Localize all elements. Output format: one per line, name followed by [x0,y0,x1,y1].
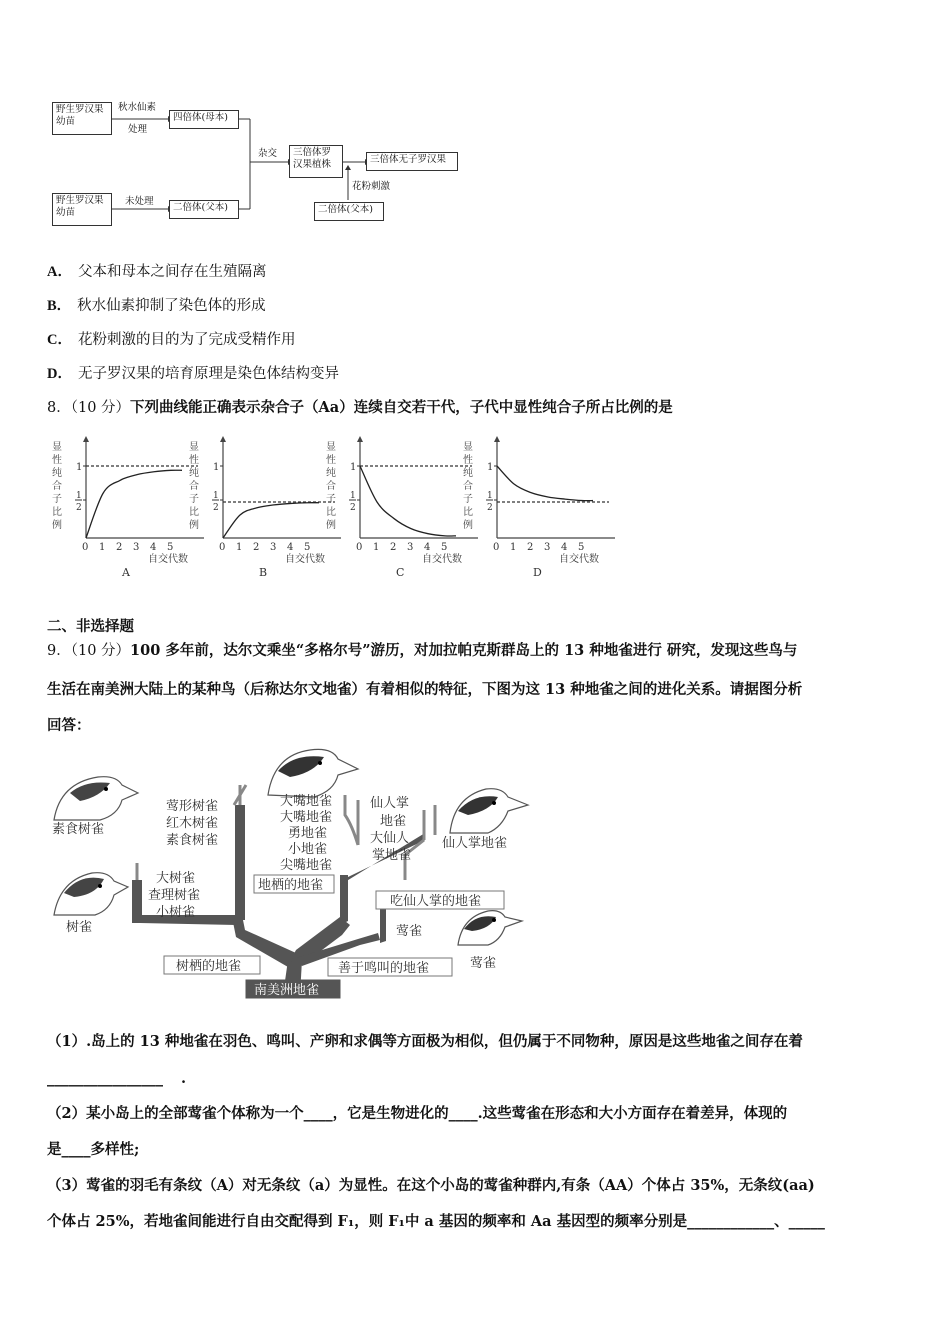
y-axis-label-char: 性 [463,455,473,466]
option-c [47,330,295,350]
y-tick-label: 2 [76,503,82,513]
untreated-label: 未处理 [125,196,154,207]
y-axis-label-char: 合 [463,481,473,492]
x-tick-label: 0 [219,542,226,553]
option-letter: B． [47,298,72,314]
option-text: 父本和母本之间存在生殖隔离 [77,264,267,280]
diploid-pollen-box: 二倍体(父本) [314,202,384,221]
x-tick-label: 4 [287,542,294,553]
grp4-species: 地雀 [380,814,407,829]
question-number: 9．（10 分） [47,643,131,659]
x-axis-label: 自交代数 [559,554,599,565]
grp2-species: 查理树雀 [148,888,201,903]
x-tick-label: 2 [116,542,123,553]
y-axis-label-char: 纯 [463,468,473,479]
y-axis-label-char: 显 [326,442,336,453]
y-tick-label: 2 [487,503,493,513]
x-axis-label: 自交代数 [285,554,325,565]
y-axis-label-char: 子 [326,494,336,505]
x-tick-label: 1 [99,542,106,553]
y-axis-label-char: 显 [52,442,62,453]
grp3-species: 大嘴地雀 [280,810,333,825]
period: . [181,1070,187,1087]
y-tick-label: 1 [487,462,494,473]
grp2-species: 小树雀 [156,905,196,920]
curve-A [86,470,182,538]
wild-seedling-box-2 [52,193,112,226]
option-text: 无子罗汉果的培育原理是染色体结构变异 [77,366,339,382]
y-axis-label-char: 比 [326,507,336,518]
x-tick-label: 2 [390,542,397,553]
y-axis-arrow [357,436,363,442]
finch-head-cactus-icon [450,789,528,833]
x-tick-label: 4 [150,542,157,553]
y-axis-label-char: 例 [189,520,199,531]
finch-head-seed-icon [54,777,138,820]
branch-ground-finch: 地栖的地雀 [258,878,324,893]
x-tick-label: 3 [133,542,140,553]
y-tick-label: 1 [487,491,493,501]
y-axis-label-char: 子 [189,494,199,505]
y-axis-label-char: 显 [463,442,473,453]
question-stem-line1: 100 多年前，达尔文乘坐“多格尔号”游历，对加拉帕克斯群岛上的 13 种地雀进行 研究，发现这些鸟与 [130,642,798,659]
y-axis-label-char: 例 [326,520,336,531]
q9-part2-line2: 是____多样性; [47,1141,140,1158]
y-axis-label-char: 合 [189,481,199,492]
option-letter: A． [47,264,72,280]
option-b [47,296,266,316]
x-tick-label: 5 [167,542,174,553]
curve-C [360,466,456,536]
label-seed-finch: 素食树雀 [52,822,105,837]
grp3-species: 大嘴地雀 [280,794,333,809]
wild-seedling-1-line2: 幼苗 [56,116,76,127]
y-axis-label-char: 例 [463,520,473,531]
y-tick-label: 1 [213,491,219,501]
label-tree-finch: 树雀 [66,920,93,935]
q9-part2-line1: （2）某小岛上的全部莺雀个体称为一个____，它是生物进化的____.这些莺雀在形态和大小方面存在着差异，体现的 [47,1105,788,1122]
y-axis-arrow [494,436,500,442]
question-number: 8．（10 分） [47,400,131,416]
root-sa-finch: 南美洲地雀 [254,983,320,998]
y-axis-label-char: 性 [52,455,62,466]
q9-part3-line1: （3）莺雀的羽毛有条纹（A）对无条纹（a）为显性。在这个小岛的莺雀种群内,有条（AA）个体占 35%，无条纹(aa) [47,1177,815,1194]
y-axis-arrow [83,436,89,442]
question-stem: 下列曲线能正确表示杂合子（Aa）连续自交若干代，子代中显性纯合子所占比例的是 [130,399,673,416]
q9-part3-line2: 个体占 25%，若地雀间能进行自由交配得到 F₁，则 F₁中 a 基因的频率和 Aa 基因型的频率分别是____________、_____ [47,1213,825,1230]
seedless-fruit-box: 三倍体无子罗汉果 [366,152,458,171]
cross-label: 杂交 [258,148,278,159]
x-tick-label: 3 [407,542,414,553]
y-axis-arrow [220,436,226,442]
y-axis-label-char: 合 [52,481,62,492]
question-9-line2: 生活在南美洲大陆上的某种鸟（后称达尔文地雀）有着相似的特征，下图为这 13 种地雀之间的进化关系。请据图分析 [47,681,803,698]
panel-label: C [396,566,405,579]
x-tick-label: 3 [270,542,277,553]
section-heading: 二、非选择题 [47,618,134,635]
triploid-plant-line1: 三倍体罗 [293,147,332,158]
y-tick-label: 2 [213,503,219,513]
x-tick-label: 0 [356,542,363,553]
pollen-stimulus-label: 花粉刺激 [352,181,391,192]
label-cactus-finch: 仙人掌地雀 [442,836,508,851]
grp1-species: 莺形树雀 [166,799,219,814]
panel-label: A [122,566,130,579]
curve-D [497,466,593,501]
wild-seedling-2-line2: 幼苗 [56,207,76,218]
y-axis-label-char: 纯 [326,468,336,479]
question-9-line3: 回答： [47,717,91,734]
option-text: 花粉刺激的目的为了完成受精作用 [77,332,296,348]
wild-seedling-2-line1: 野生罗汉果 [56,195,104,206]
x-tick-label: 1 [236,542,243,553]
x-axis-label: 自交代数 [422,554,462,565]
curve-B [223,503,319,538]
grp1-species: 红木树雀 [166,816,219,831]
branch-cactus-finch: 吃仙人掌的地雀 [390,894,482,909]
y-tick-label: 1 [350,491,356,501]
grp4-species: 仙人掌 [370,796,410,811]
x-tick-label: 2 [527,542,534,553]
answer-blank: ________________ [47,1070,163,1087]
panel-label: B [259,566,268,579]
finch-head-ground-icon [268,749,358,797]
y-tick-label: 1 [76,491,82,501]
tetraploid-mother-box: 四倍体(母本) [169,110,239,129]
branch-singing-finch: 善于鸣叫的地雀 [338,961,430,976]
y-axis-label-char: 比 [189,507,199,518]
colchicine-label: 秋水仙素 [118,102,157,113]
branch-tree-finch: 树栖的地雀 [176,959,242,974]
q9-part1-line1: （1）.岛上的 13 种地雀在羽色、鸣叫、产卵和求偶等方面极为相似，但仍属于不同物种，原因是这些地雀之间存在着 [47,1033,803,1050]
x-tick-label: 5 [441,542,448,553]
y-axis-label-char: 显 [189,442,199,453]
y-axis-label-char: 纯 [189,468,199,479]
question-9-line1 [47,641,797,661]
y-tick-label: 2 [350,503,356,513]
y-axis-label-char: 性 [326,455,336,466]
wild-seedling-1-line1: 野生罗汉果 [56,104,104,115]
y-tick-label: 1 [76,462,83,473]
y-axis-label-char: 合 [326,481,336,492]
option-letter: C． [47,332,72,348]
grp3-species: 勇地雀 [288,826,328,841]
y-axis-label-char: 子 [52,494,62,505]
label-warbler-finch-2: 莺雀 [470,956,497,971]
triploid-plant-box [289,145,343,178]
y-axis-label-char: 子 [463,494,473,505]
y-tick-label: 1 [213,462,220,473]
finch-evolution-tree [40,745,560,1005]
option-a [47,262,266,282]
grp3-species: 尖嘴地雀 [280,858,333,873]
y-axis-label-char: 性 [189,455,199,466]
colchicine-treat-label: 处理 [128,124,148,135]
x-tick-label: 2 [253,542,260,553]
x-tick-label: 4 [561,542,568,553]
y-axis-label-char: 例 [52,520,62,531]
y-axis-label-char: 比 [52,507,62,518]
label-warbler-finch-1: 莺雀 [396,924,423,939]
triploid-plant-line2: 汉果植株 [293,159,332,170]
x-tick-label: 1 [373,542,380,553]
y-tick-label: 1 [350,462,357,473]
grp2-species: 大树雀 [156,871,196,886]
y-axis-label-char: 比 [463,507,473,518]
x-axis-label: 自交代数 [148,554,188,565]
x-tick-label: 3 [544,542,551,553]
grp1-species: 素食树雀 [166,833,219,848]
finch-head-warbler-icon [458,911,522,945]
x-tick-label: 5 [304,542,311,553]
panel-label: D [533,566,542,579]
question-8 [47,398,673,418]
option-text: 秋水仙素抑制了染色体的形成 [77,298,266,314]
grp3-species: 小地雀 [288,842,328,857]
x-tick-label: 5 [578,542,585,553]
option-letter: D． [47,366,72,382]
q9-part1-line2 [47,1069,186,1089]
x-tick-label: 1 [510,542,517,553]
grp4-species: 掌地雀 [372,848,412,863]
x-tick-label: 4 [424,542,431,553]
x-tick-label: 0 [82,542,89,553]
grp4-species: 大仙人 [370,831,410,846]
diploid-father-box: 二倍体(父本) [169,200,239,219]
option-d [47,364,339,384]
y-axis-label-char: 纯 [52,468,62,479]
wild-seedling-box-1 [52,102,112,135]
finch-head-tree-icon [54,873,128,915]
selfing-curves-chart [40,432,640,582]
x-tick-label: 0 [493,542,500,553]
